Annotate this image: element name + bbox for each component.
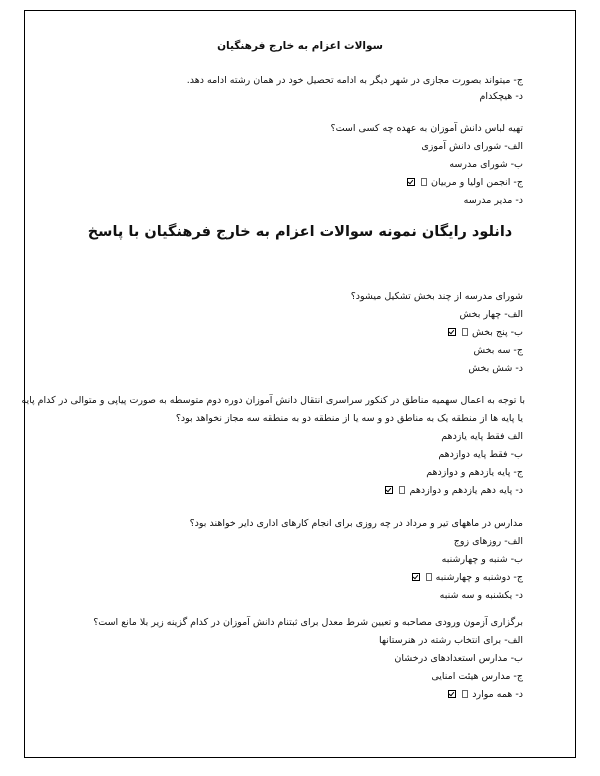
question-3-option-a: الف فقط پایه یازدهم [441,431,523,442]
question-4-option-d: د- یکشنبه و سه شنبه [439,590,523,601]
question-2-option-a: الف- چهار بخش [459,309,523,320]
question-4-option-a: الف- روزهای زوج [453,536,523,547]
document-page [21,10,576,758]
question-5-text: برگزاری آزمون ورودی مصاحبه و تعیین شرط معدل برای ثبتنام دانش آموزان در کدام گزینه زیر بلا مانع است؟ [93,617,523,628]
question-3-option-b: ب- فقط پایه دوازدهم [438,449,523,460]
checkmark-icon [448,328,456,336]
question-2-option-b [446,326,523,340]
question-5-option-d-label: د- همه موارد [472,689,523,700]
question-2-text: شورای مدرسه از چند بخش تشکیل میشود؟ [350,291,523,302]
question-3-option-d-label: د- پایه دهم یازدهم و دوازدهم [409,485,523,496]
question-5-option-b: ب- مدارس استعدادهای درخشان [394,653,523,664]
checkmark-icon [448,690,456,698]
prev-question-option-c: ج- میتواند بصورت مجازی در شهر دیگر به ادامه تحصیل خود در همان رشته ادامه دهد. [186,75,523,86]
question-5-option-d [446,688,523,702]
question-4-option-b: ب- شنبه و چهارشنبه [441,554,523,565]
checkmark-icon [412,573,420,581]
empty-box-icon [426,573,432,581]
page-title: سوالات اعزام به خارج فرهنگیان [217,40,383,52]
question-2-option-b-label: ب- پنج بخش [472,327,523,338]
question-3-option-d [383,484,523,498]
question-4-option-c [410,571,523,585]
question-2-option-c: ج- سه بخش [473,345,523,356]
checkmark-icon [385,486,393,494]
question-1-option-b: ب- شورای مدرسه [449,159,523,170]
question-1-option-c [405,176,523,190]
question-3-text-line-2: یا پایه ها از منطقه یک به مناطق دو و سه یا از منطقه دو به منطقه سه مجاز نخواهد بود؟ [175,413,523,424]
prev-question-option-d: د- هیچکدام [479,91,523,102]
question-5-option-a: الف- برای انتخاب رشته در هنرستانها [378,635,523,646]
question-1-text: تهیه لباس دانش آموزان به عهده چه کسی است؟ [330,123,523,134]
question-1-option-d: د- مدیر مدرسه [463,195,523,206]
question-4-option-c-label: ج- دوشنبه و چهارشنبه [435,572,523,583]
section-heading: دانلود رایگان نمونه سوالات اعزام به خارج فرهنگیان با پاسخ [87,224,513,240]
question-2-option-d: د- شش بخش [468,363,523,374]
question-5-option-c: ج- مدارس هیئت امنایی [431,671,523,682]
question-3-text-line-1: با توجه به اعمال سهمیه مناطق در کنکور سراسری انتقال دانش آموزان دوره دوم متوسطه به صورت پیاپی و متوالی در کدام پایه [21,395,525,406]
empty-box-icon [421,178,427,186]
question-4-text: مدارس در ماههای تیر و مرداد در چه روزی برای انجام کارهای اداری دایر خواهند بود؟ [189,518,523,529]
empty-box-icon [462,690,468,698]
question-3-option-c: ج- پایه یازدهم و دوازدهم [426,467,523,478]
empty-box-icon [399,486,405,494]
question-1-option-a: الف- شورای دانش آموزی [421,141,523,152]
question-1-option-c-label: ج- انجمن اولیا و مربیان [431,177,523,188]
empty-box-icon [462,328,468,336]
checkmark-icon [407,178,415,186]
